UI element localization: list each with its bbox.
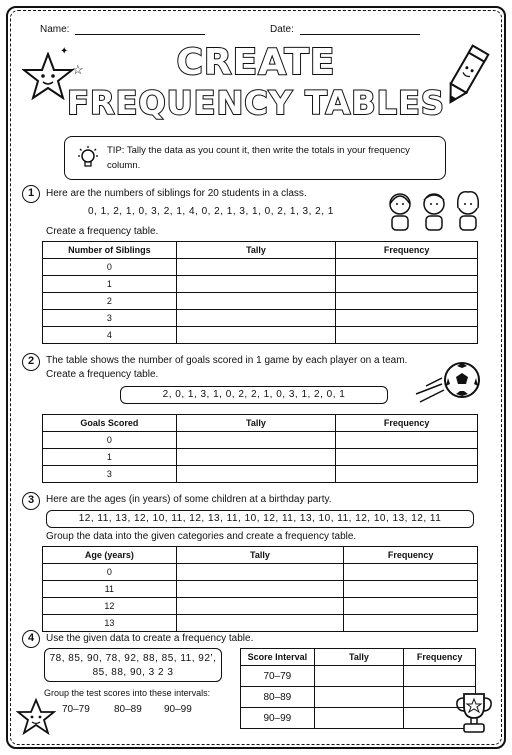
- tally-cell[interactable]: [176, 432, 336, 449]
- tally-cell[interactable]: [176, 449, 336, 466]
- question-3-instruction: Group the data into the given categories and create a frequency table.: [46, 531, 357, 542]
- q4-header-col3: Frequency: [404, 649, 476, 666]
- frequency-cell[interactable]: [336, 293, 478, 310]
- q2-header-col3: Frequency: [336, 415, 478, 432]
- table-row: [43, 327, 478, 344]
- tally-cell[interactable]: [176, 564, 344, 581]
- q3-header-col3: Frequency: [344, 547, 478, 564]
- date-field[interactable]: [270, 24, 420, 35]
- question-2-instruction: Create a frequency table.: [46, 369, 159, 380]
- tip-text: TIP: Tally the data as you count it, then write the totals in your frequency column.: [107, 145, 410, 171]
- frequency-cell[interactable]: [336, 310, 478, 327]
- q4-row-value: 90–99: [241, 708, 315, 729]
- question-2-table: [42, 414, 478, 483]
- q4-row-value: 80–89: [241, 687, 315, 708]
- small-star-icon: ☆: [72, 62, 84, 77]
- frequency-cell[interactable]: [336, 276, 478, 293]
- question-1-data: 0, 1, 2, 1, 0, 3, 2, 1, 4, 0, 2, 1, 3, 1, 0, 2, 1, 3, 2, 1: [88, 206, 334, 217]
- q3-row-value: 0: [43, 564, 177, 581]
- question-1-text: Here are the numbers of siblings for 20 students in a class.: [46, 188, 307, 199]
- q1-row-value: 4: [43, 327, 177, 344]
- star-face-icon: [16, 698, 56, 736]
- tip-box: [64, 136, 446, 180]
- table-row: [241, 666, 476, 687]
- q1-header-col3: Frequency: [336, 242, 478, 259]
- frequency-cell[interactable]: [336, 466, 478, 483]
- table-row: [43, 598, 478, 615]
- frequency-cell[interactable]: [344, 615, 478, 632]
- q2-header-col2: Tally: [176, 415, 336, 432]
- table-row: [43, 259, 478, 276]
- tally-cell[interactable]: [314, 687, 403, 708]
- q3-header-col1: Age (years): [43, 547, 177, 564]
- table-row: [43, 449, 478, 466]
- question-2-data: 2, 0, 1, 3, 1, 0, 2, 2, 1, 0, 3, 1, 2, 0, 1: [120, 386, 388, 404]
- q1-header-col2: Tally: [176, 242, 336, 259]
- q3-row-value: 11: [43, 581, 177, 598]
- frequency-cell[interactable]: [336, 432, 478, 449]
- question-4-data-line-1: 78, 85, 90, 78, 92, 88, 85, 11, 92’,: [49, 653, 217, 664]
- frequency-cell[interactable]: [404, 666, 476, 687]
- question-1-instruction: Create a frequency table.: [46, 226, 159, 237]
- tally-cell[interactable]: [176, 259, 336, 276]
- interval-label: 70–79: [62, 704, 90, 715]
- table-row: [43, 432, 478, 449]
- name-label: Name:: [40, 24, 70, 35]
- q1-row-value: 1: [43, 276, 177, 293]
- interval-label: 80–89: [114, 704, 142, 715]
- q3-header-col2: Tally: [176, 547, 344, 564]
- question-4-table: [240, 648, 476, 729]
- q2-row-value: 3: [43, 466, 177, 483]
- date-line[interactable]: [300, 25, 420, 35]
- question-2-number: 2: [22, 353, 40, 371]
- question-3-table: [42, 546, 478, 632]
- kids-illustration-icon: [384, 186, 484, 232]
- small-star-icon: ✦: [60, 46, 69, 57]
- tally-cell[interactable]: [176, 581, 344, 598]
- frequency-cell[interactable]: [336, 327, 478, 344]
- tally-cell[interactable]: [314, 666, 403, 687]
- table-row: [43, 615, 478, 632]
- name-field[interactable]: [40, 24, 205, 35]
- question-4-number: 4: [22, 630, 40, 648]
- question-4-text: Use the given data to create a frequency table.: [46, 633, 254, 644]
- question-1-table: [42, 241, 478, 344]
- q2-header-col1: Goals Scored: [43, 415, 177, 432]
- table-row: [43, 293, 478, 310]
- table-row: [43, 466, 478, 483]
- date-label: Date:: [270, 24, 294, 35]
- question-3-number: 3: [22, 492, 40, 510]
- q1-row-value: 2: [43, 293, 177, 310]
- tally-cell[interactable]: [314, 708, 403, 729]
- q3-row-value: 12: [43, 598, 177, 615]
- q4-header-col1: Score Interval: [241, 649, 315, 666]
- tally-cell[interactable]: [176, 276, 336, 293]
- table-row: [43, 276, 478, 293]
- q1-row-value: 0: [43, 259, 177, 276]
- q2-row-value: 1: [43, 449, 177, 466]
- tally-cell[interactable]: [176, 310, 336, 327]
- q1-row-value: 3: [43, 310, 177, 327]
- frequency-cell[interactable]: [344, 581, 478, 598]
- q3-row-value: 13: [43, 615, 177, 632]
- tally-cell[interactable]: [176, 598, 344, 615]
- question-2-text: The table shows the number of goals scored in 1 game by each player on a team.: [46, 355, 408, 366]
- table-row: [43, 564, 478, 581]
- title-line-1: CREATE: [176, 42, 336, 83]
- q2-row-value: 0: [43, 432, 177, 449]
- frequency-cell[interactable]: [336, 449, 478, 466]
- question-4-data-line-2: 85, 88, 90, 3 2 3: [92, 667, 174, 678]
- lightbulb-icon: [75, 145, 101, 171]
- question-3-data: 12, 11, 13, 12, 10, 11, 12, 13, 11, 10, 12, 11, 13, 10, 11, 12, 10, 13, 12, 11: [46, 510, 474, 528]
- question-4-data: [44, 648, 222, 682]
- q4-row-value: 70–79: [241, 666, 315, 687]
- question-3-text: Here are the ages (in years) of some children at a birthday party.: [46, 494, 332, 505]
- name-line[interactable]: [75, 25, 205, 35]
- interval-label: 90–99: [164, 704, 192, 715]
- table-row: [43, 581, 478, 598]
- tally-cell[interactable]: [176, 327, 336, 344]
- tally-cell[interactable]: [176, 466, 336, 483]
- frequency-cell[interactable]: [344, 564, 478, 581]
- q1-header-col1: Number of Siblings: [43, 242, 177, 259]
- question-4-instruction: Group the test scores into these intervals:: [44, 688, 211, 698]
- table-row: [241, 708, 476, 729]
- table-row: [241, 687, 476, 708]
- frequency-cell[interactable]: [344, 598, 478, 615]
- tally-cell[interactable]: [176, 293, 336, 310]
- trophy-icon: [452, 690, 496, 736]
- table-row: [43, 310, 478, 327]
- tally-cell[interactable]: [176, 615, 344, 632]
- title-line-2: FREQUENCY TABLES: [67, 84, 445, 122]
- frequency-cell[interactable]: [336, 259, 478, 276]
- soccer-ball-icon: [412, 358, 482, 408]
- q4-header-col2: Tally: [314, 649, 403, 666]
- question-1-number: 1: [22, 185, 40, 203]
